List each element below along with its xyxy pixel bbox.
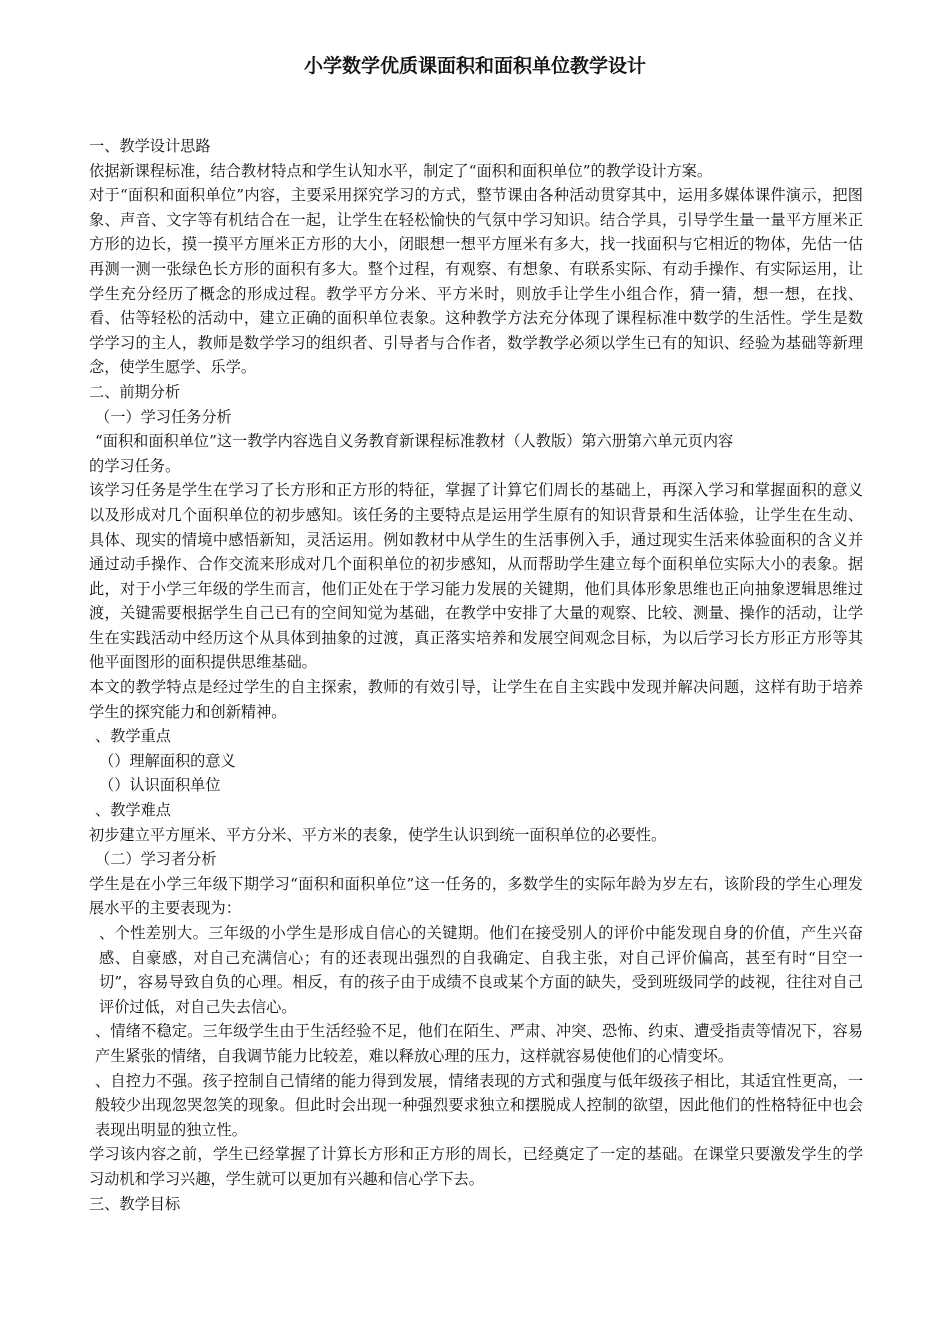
subheading-difficulties: 、教学难点 — [95, 801, 171, 820]
paragraph: 、个性差别大。三年级的小学生是形成自信心的关键期。他们在接受别人的评价中能发现自身的价值，产生兴奋感、自豪感，对自己充满信心；有的还表现出强烈的自我确定、自我主张，对自己评价偏高，甚至有时“目空一切”，容易导致自负的心理。相反，有的孩子由于成绩不良或某个方面的缺失，受到班级同学的歧视，往往对自己评价过低，对自己失去信心。 — [99, 924, 863, 1016]
paragraph: 学习该内容之前，学生已经掌握了计算长方形和正方形的周长，已经奠定了一定的基础。在课堂只要激发学生的学习动机和学习兴趣，学生就可以更加有兴趣和信心学下去。 — [89, 1145, 863, 1188]
paragraph: 初步建立平方厘米、平方分米、平方米的表象，使学生认识到统一面积单位的必要性。 — [89, 825, 667, 844]
heading-design-idea: 一、教学设计思路 — [89, 137, 211, 155]
heading-preliminary-analysis: 二、前期分析 — [89, 382, 181, 401]
subheading-learner-analysis: （二）学习者分析 — [95, 850, 217, 869]
subheading-task-analysis: （一）学习任务分析 — [95, 407, 232, 426]
paragraph: 对于“面积和面积单位”内容，主要采用探究学习的方式，整节课由各种活动贯穿其中，运用多媒体课件演示，把图象、声音、文字等有机结合在一起，让学生在轻松愉快的气氛中学习知识。结合学具，引导学生量一量平方厘米正方形的边长，摸一摸平方厘米正方形的大小，闭眼想一想平方厘米有多大，找一找面积与它相近的物体，先估一估再测一测一张绿色长方形的面积有多大。整个过程，有观察、有想象、有联系实际、有动手操作、有实际运用，让学生充分经历了概念的形成过程。教学平方分米、平方米时，则放手让学生小组合作，猜一猜，想一想，在找、看、估等轻松的活动中，建立正确的面积单位表象。这种教学方法充分体现了课程标准中数学的生活性。学生是数学学习的主人，教师是数学学习的组织者、引导者与合作者，数学教学必须以学生已有的知识、经验为基础等新理念，使学生愿学、乐学。 — [89, 186, 863, 377]
document-title: 小学数学优质课面积和面积单位教学设计 — [303, 55, 646, 77]
paragraph: 的学习任务。 — [89, 456, 181, 475]
document-body — [89, 134, 863, 1216]
heading-teaching-goals: 三、教学目标 — [89, 1194, 181, 1213]
list-item: （）理解面积的意义 — [99, 751, 236, 770]
paragraph: 、情绪不稳定。三年级学生由于生活经验不足，他们在陌生、严肃、冲突、恐怖、约束、遭受指责等情况下，容易产生紧张的情绪，自我调节能力比较差，难以释放心理的压力，这样就容易使他们的心情变坏。 — [95, 1022, 863, 1065]
paragraph: 学生是在小学三年级下期学习“面积和面积单位”这一任务的，多数学生的实际年龄为岁左右，该阶段的学生心理发展水平的主要表现为： — [89, 874, 863, 918]
list-item: （）认识面积单位 — [99, 776, 221, 795]
paragraph: “面积和面积单位”这一教学内容选自义务教育新课程标准教材（人教版）第六册第六单元页内容 — [95, 432, 734, 451]
subheading-key-points: 、教学重点 — [95, 727, 171, 746]
paragraph: 、自控力不强。孩子控制自己情绪的能力得到发展，情绪表现的方式和强度与低年级孩子相比，其适宜性更高，一般较少出现忽哭忽笑的现象。但此时会出现一种强烈要求独立和摆脱成人控制的欲望，因此他们的性格特征中也会表现出明显的独立性。 — [95, 1071, 863, 1139]
paragraph: 该学习任务是学生在学习了长方形和正方形的特征，掌握了计算它们周长的基础上，再深入学习和掌握面积的意义以及形成对几个面积单位的初步感知。该任务的主要特点是运用学生原有的知识背景和生活体验，让学生在生动、具体、现实的情境中感悟新知，灵活运用。例如教材中从学生的生活事例入手，通过现实生活来体验面积的含义并通过动手操作、合作交流来形成对几个面积单位的初步感知，从而帮助学生建立每个面积单位实际大小的表象。据此，对于小学三年级的学生而言，他们正处在于学习能力发展的关键期，他们具体形象思维也正向抽象逻辑思维过渡，关键需要根据学生自己已有的空间知觉为基础，在教学中安排了大量的观察、比较、测量、操作的活动，让学生在实践活动中经历这个从具体到抽象的过渡，真正落实培养和发展空间观念目标，为以后学习长方形正方形等其他平面图形的面积提供思维基础。 — [89, 481, 863, 672]
paragraph: 本文的教学特点是经过学生的自主探索，教师的有效引导，让学生在自主实践中发现并解决问题，这样有助于培养学生的探究能力和创新精神。 — [89, 678, 863, 721]
paragraph: 依据新课程标准，结合教材特点和学生认知水平，制定了“面积和面积单位”的教学设计方案。 — [89, 161, 713, 180]
